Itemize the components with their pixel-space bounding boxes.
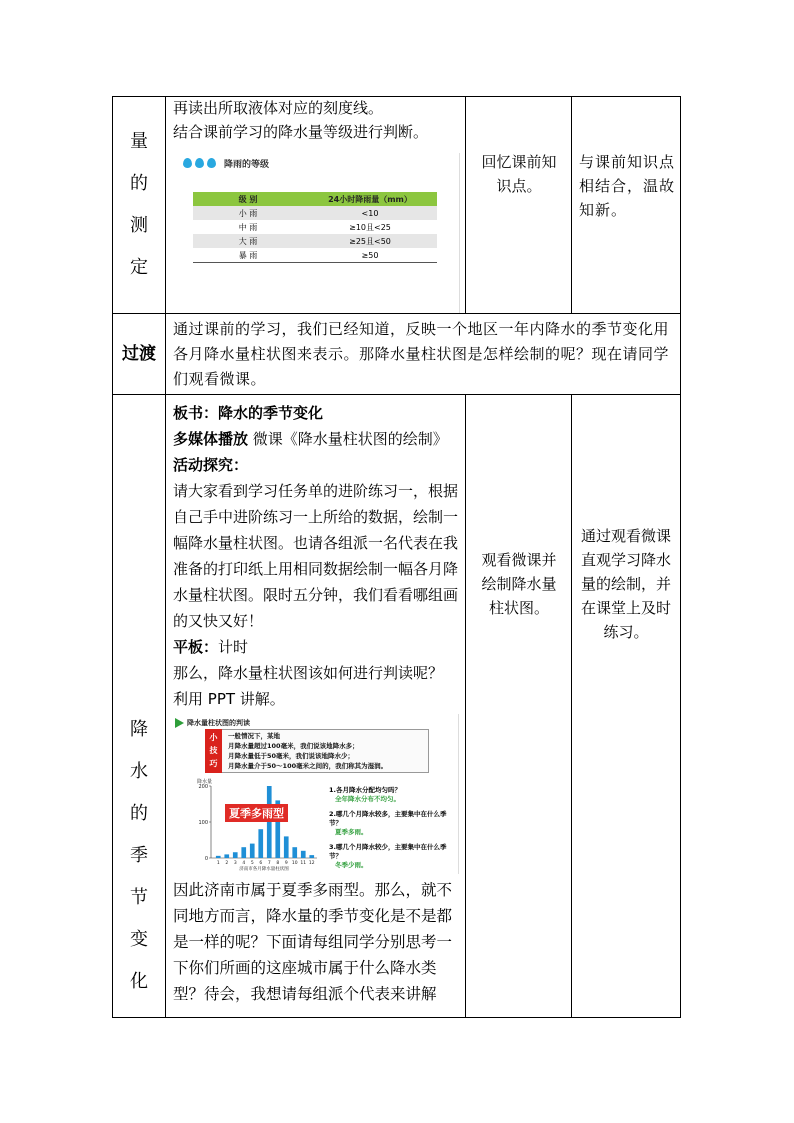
bar-12 (309, 855, 314, 858)
answer-2: 夏季多雨。 (335, 828, 368, 836)
row3-heading-char: 的 (130, 803, 148, 824)
row2-text: 通过课前的学习，我们已经知道，反映一个地区一年内降水的季节变化用各月降水量柱状图来表示。那降水量柱状图是怎样绘制的呢？现在请同学们观看微课。 (173, 320, 670, 388)
table-row (193, 220, 437, 234)
arrow-icon (175, 718, 184, 728)
answer-3: 冬季少雨。 (335, 861, 368, 869)
question-3: 3.哪几个月降水较少，主要集中在什么季节？ (329, 843, 447, 860)
row3-heading-char: 季 (130, 845, 148, 866)
tip-label-char: 巧 (209, 759, 218, 768)
x-tick-label: 8 (276, 861, 280, 866)
x-tick-label: 1 (216, 861, 220, 866)
rain-level-name: 中 雨 (238, 222, 258, 232)
bar-2 (224, 854, 229, 858)
table-border-col2a (465, 96, 466, 314)
rain-level-col-header: 24小时降雨量（mm） (303, 192, 437, 206)
board-line (173, 400, 463, 426)
tip-lines (228, 731, 387, 771)
row1-heading (113, 97, 165, 313)
rain-level-value: ≥25且<50 (303, 234, 437, 248)
x-tick-label: 5 (250, 861, 254, 866)
tip-line: 月降水量超过100毫米，我们说该地降水多； (228, 742, 359, 750)
rain-level-table-header (193, 192, 437, 206)
row2-heading (113, 314, 165, 394)
slide-questions (329, 786, 455, 870)
row3-heading (113, 395, 165, 1017)
bar-1 (216, 856, 221, 858)
table-border-col3b (571, 394, 572, 1018)
row3-heading-char: 水 (130, 761, 148, 782)
table-border-right (680, 96, 681, 1018)
after-line: 那么，降水量柱状图该如何进行判读呢？ (173, 664, 444, 682)
raindrop-icon (195, 158, 204, 168)
row3-heading-char: 化 (130, 971, 148, 992)
row3-content (173, 400, 463, 712)
board-text: 降水的季节变化 (218, 404, 324, 422)
x-tick-label: 6 (259, 861, 263, 866)
y-axis-label: 降水量 (197, 779, 213, 785)
conclusion-text: 因此济南市属于夏季多雨型。那么，就不同地方而言，降水量的季节变化是不是都是一样的呢？下面请每组同学分别思考一下你们所画的这座城市属于什么降水类型？待会，我想请每组派个代表来讲解 (173, 881, 453, 1003)
media-text: 微课《降水量柱状图的绘制》 (248, 430, 448, 448)
question-1: 1.各月降水分配均匀吗？ (329, 786, 401, 794)
question-2: 2.哪几个月降水较多，主要集中在什么季节？ (329, 810, 447, 827)
row1-heading-char: 测 (130, 215, 148, 236)
row3-heading-char: 节 (130, 887, 148, 908)
row3-student-activity: 观看微课并绘制降水量柱状图。 (481, 551, 557, 617)
activity-label: 活动探究： (173, 456, 249, 474)
row1-heading-char: 定 (130, 257, 148, 278)
slide-right-edge (458, 714, 459, 874)
row2-heading-text: 过渡 (122, 344, 156, 364)
after-line: 利用 PPT 讲解。 (173, 690, 285, 708)
tablet-label: 平板： (173, 638, 219, 656)
row3-heading-char: 变 (130, 929, 148, 950)
tip-label-char: 小 (209, 733, 218, 742)
bar-9 (284, 836, 289, 858)
x-tick-label: 10 (291, 861, 298, 866)
ppt-slide (173, 714, 461, 874)
bar-7 (267, 786, 272, 858)
tip-label-char: 技 (209, 746, 218, 755)
y-tick-label: 0 (204, 856, 208, 862)
rain-level-table (193, 192, 437, 263)
x-tick-label: 3 (233, 861, 237, 866)
x-axis-label: 济南市各月降水量柱状图 (239, 867, 289, 872)
y-tick-label: 200 (198, 784, 208, 790)
row1-heading-char: 的 (130, 173, 148, 194)
tip-line: 一般情况下，某地 (228, 732, 280, 740)
x-tick-label: 4 (242, 861, 246, 866)
row1-design-intent: 与课前知识点相结合，温故知新。 (579, 153, 676, 219)
rain-level-header (183, 153, 269, 173)
bar-11 (301, 851, 306, 858)
x-tick-label: 2 (225, 861, 229, 866)
figure-right-edge (459, 153, 460, 313)
row3-heading-char: 降 (130, 719, 148, 740)
tablet-text: 计时 (218, 638, 249, 656)
x-tick-label: 9 (284, 861, 288, 866)
precipitation-bar-chart (195, 776, 323, 874)
row1-heading-char: 量 (130, 131, 148, 152)
media-line (173, 426, 463, 452)
row1-line: 再读出所取液体对应的刻度线。 (173, 99, 384, 117)
raindrop-icon (183, 158, 192, 168)
table-border-row2 (112, 394, 681, 395)
bar-4 (241, 847, 246, 858)
tip-box (205, 729, 429, 773)
x-tick-label: 7 (267, 861, 271, 866)
activity-text: 请大家看到学习任务单的进阶练习一，根据自己手中进阶练习一上所给的数据，绘制一幅降水量柱状图。也请各组派一名代表在我准备的打印纸上用相同数据绘制一幅各月降水量柱状图。限时五分钟，我们看看哪组画的又快又好！ (173, 482, 459, 630)
tablet-line (173, 634, 463, 660)
rain-level-title: 降雨的等级 (224, 159, 270, 170)
rain-level-figure (183, 153, 453, 278)
row1-student-activity: 回忆课前知识点。 (481, 153, 557, 195)
bar-6 (258, 829, 263, 858)
table-row (193, 234, 437, 248)
rain-level-value: <10 (303, 206, 437, 220)
bar-3 (233, 852, 238, 858)
answer-1: 全年降水分布不均匀。 (335, 795, 400, 803)
rain-level-name: 大 雨 (193, 234, 303, 248)
row3-design-intent: 通过观看微课直观学习降水量的绘制，并在课堂上及时练习。 (580, 527, 671, 641)
raindrop-icon (207, 158, 216, 168)
slide-title: 降水量柱状图的判读 (187, 719, 250, 727)
slide-title-row (175, 716, 250, 730)
y-tick-label: 100 (198, 820, 208, 826)
table-border-bottom (112, 1017, 681, 1018)
board-label: 板书： (173, 404, 219, 422)
media-label: 多媒体播放 (173, 430, 249, 448)
chart-banner: 夏季多雨型 (225, 804, 288, 822)
table-row (193, 248, 437, 263)
rain-level-name: 小 雨 (193, 206, 303, 220)
x-tick-label: 11 (300, 861, 307, 866)
bar-10 (292, 847, 297, 858)
tip-line: 月降水量介于50～100毫米之间的，我们称其为湿润。 (228, 762, 388, 770)
rain-level-col-header: 级 别 (193, 192, 303, 206)
rain-level-value: ≥10且<25 (349, 222, 391, 232)
table-border-row1 (112, 313, 681, 314)
tip-label (205, 729, 222, 773)
x-tick-label: 12 (308, 861, 315, 866)
row1-line: 结合课前学习的降水量等级进行判断。 (173, 123, 429, 141)
table-border-col3a (571, 96, 572, 314)
table-row (193, 206, 437, 220)
tip-line: 月降水量低于50毫米，我们说该地降水少； (228, 752, 355, 760)
table-border-col2b (465, 394, 466, 1018)
rain-level-name: 暴 雨 (238, 250, 258, 260)
bar-5 (250, 844, 255, 858)
table-border-col1 (165, 96, 166, 1018)
rain-level-value: ≥50 (361, 250, 379, 260)
